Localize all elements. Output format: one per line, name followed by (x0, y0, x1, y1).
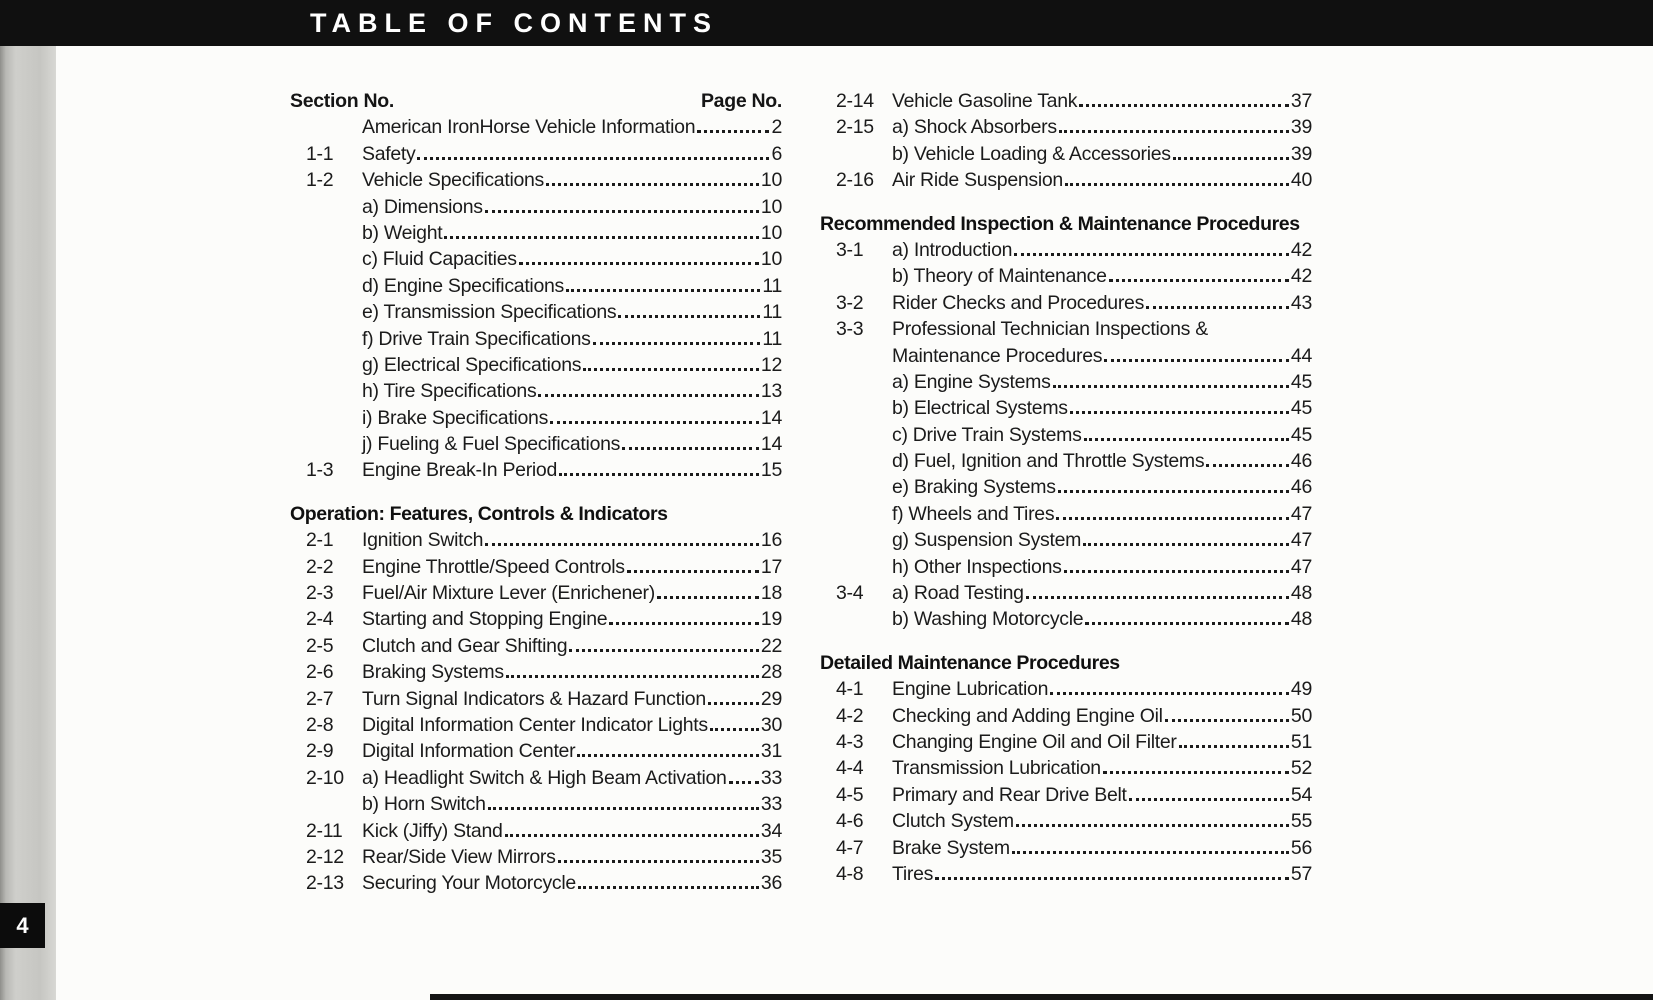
entry-page-number: 36 (760, 872, 782, 895)
dot-leader (1014, 253, 1289, 256)
toc-entry (290, 740, 782, 766)
entry-title: Securing Your Motorcycle (362, 872, 576, 895)
entry-title: j) Fueling & Fuel Specifications (362, 433, 621, 456)
dot-leader (1026, 596, 1289, 599)
dot-leader (578, 886, 759, 889)
dot-leader (729, 781, 759, 784)
dot-leader (708, 702, 759, 705)
toc-entry (820, 143, 1312, 169)
toc-entry (290, 248, 782, 274)
toc-entry (820, 784, 1312, 810)
dot-leader (506, 675, 759, 678)
entry-page-number: 46 (1290, 450, 1312, 473)
dot-leader (583, 368, 759, 371)
dot-leader (1129, 798, 1289, 801)
entry-page-number: 39 (1290, 142, 1312, 165)
dot-leader (627, 570, 759, 573)
section-number: 4-8 (836, 862, 864, 885)
entry-page-number: 35 (760, 845, 782, 868)
dot-leader (566, 289, 760, 292)
section-number: 2-5 (306, 634, 334, 657)
entry-title: Tires (892, 862, 934, 885)
entry-title: Rider Checks and Procedures (892, 291, 1145, 314)
dot-leader (569, 649, 759, 652)
dot-leader (559, 473, 759, 476)
toc-entry (290, 169, 782, 195)
entry-page-number: 43 (1290, 291, 1312, 314)
dot-leader (1109, 279, 1289, 282)
toc-groups-right (820, 90, 1312, 889)
dot-leader (1103, 771, 1289, 774)
section-number: 2-11 (306, 819, 343, 842)
entry-page-number: 13 (760, 380, 782, 403)
entry-title: Vehicle Specifications (362, 169, 545, 192)
section-number: 2-2 (306, 555, 334, 578)
toc-entry (820, 397, 1312, 423)
entry-page-number: 12 (760, 353, 782, 376)
entry-page-number: 10 (760, 221, 782, 244)
section-number: 4-7 (836, 836, 864, 859)
dot-leader (1056, 517, 1289, 520)
toc-entry (820, 529, 1312, 555)
toc-entry (290, 433, 782, 459)
entry-title: g) Suspension System (892, 529, 1082, 552)
entry-page-number: 18 (760, 582, 782, 605)
dot-leader (609, 622, 759, 625)
section-heading: Detailed Maintenance Procedures (820, 651, 1120, 674)
toc-entry (290, 407, 782, 433)
dot-leader (1050, 692, 1289, 695)
entry-title: Checking and Adding Engine Oil (892, 704, 1163, 727)
dot-leader (519, 262, 759, 265)
entry-title: c) Drive Train Systems (892, 423, 1082, 446)
dot-leader (558, 860, 759, 863)
entry-page-number: 37 (1290, 90, 1312, 112)
entry-page-number: 15 (760, 459, 782, 482)
entry-title: Braking Systems (362, 661, 504, 684)
dot-leader (538, 394, 759, 397)
entry-page-number: 34 (760, 819, 782, 842)
dot-leader (622, 447, 759, 450)
entry-page-number: 45 (1290, 397, 1312, 420)
toc-entry (290, 608, 782, 634)
entry-title: a) Road Testing (892, 582, 1024, 605)
entry-page-number: 17 (760, 555, 782, 578)
entry-title: b) Washing Motorcycle (892, 608, 1084, 631)
dot-leader (1016, 824, 1289, 827)
section-number: 4-5 (836, 783, 864, 806)
toc-entry (290, 328, 782, 354)
entry-page-number: 48 (1290, 582, 1312, 605)
entry-title: f) Wheels and Tires (892, 502, 1055, 525)
entry-page-number: 14 (760, 433, 782, 456)
dot-leader (710, 728, 759, 731)
entry-title: Fuel/Air Mixture Lever (Enrichener) (362, 582, 655, 605)
section-number: 2-12 (306, 845, 344, 868)
entry-page-number: 48 (1290, 608, 1312, 631)
entry-title: Engine Break-In Period (362, 459, 558, 482)
dot-leader (1146, 306, 1289, 309)
entry-page-number: 55 (1290, 810, 1312, 833)
section-number: 2-14 (836, 90, 874, 112)
toc-entry (820, 371, 1312, 397)
section-number: 4-3 (836, 730, 864, 753)
dot-leader (488, 807, 759, 810)
section-number: 1-1 (306, 142, 334, 165)
entry-page-number: 44 (1290, 344, 1312, 367)
section-number: 4-6 (836, 810, 864, 833)
entry-page-number: 56 (1290, 836, 1312, 859)
section-number: 3-3 (836, 318, 864, 341)
toc-content (0, 90, 1653, 1000)
entry-page-number: 19 (760, 608, 782, 631)
dot-leader (1070, 411, 1289, 414)
dot-leader (1179, 745, 1289, 748)
entry-title: Kick (Jiffy) Stand (362, 819, 503, 842)
dot-leader (618, 315, 760, 318)
entry-page-number: 31 (760, 740, 782, 763)
entry-page-number: 10 (760, 195, 782, 218)
toc-entry (820, 345, 1312, 371)
toc-entry (290, 872, 782, 898)
dot-leader (1064, 570, 1289, 573)
entry-title: b) Theory of Maintenance (892, 265, 1107, 288)
section-number: 2-8 (306, 713, 334, 736)
dot-leader (593, 342, 761, 345)
entry-page-number: 49 (1290, 678, 1312, 701)
toc-entry (820, 678, 1312, 704)
entry-title: e) Transmission Specifications (362, 301, 617, 324)
entry-title: a) Headlight Switch & High Beam Activation (362, 766, 727, 789)
entry-title: b) Weight (362, 221, 443, 244)
entry-title: Engine Lubrication (892, 678, 1049, 701)
dot-leader (1206, 464, 1289, 467)
dot-leader (1053, 385, 1289, 388)
entry-page-number: 11 (762, 274, 782, 297)
entry-page-number: 33 (760, 766, 782, 789)
dot-leader (697, 130, 769, 133)
section-number: 3-2 (836, 291, 864, 314)
section-heading: Operation: Features, Controls & Indicators (290, 502, 668, 525)
page-title: TABLE OF CONTENTS (310, 7, 718, 38)
entry-page-number: 30 (760, 713, 782, 736)
dot-leader (1104, 359, 1289, 362)
entry-title: Transmission Lubrication (892, 757, 1101, 780)
entry-page-number: 29 (760, 687, 782, 710)
entry-title: d) Fuel, Ignition and Throttle Systems (892, 450, 1205, 473)
dot-leader (657, 596, 759, 599)
page-number-badge (0, 903, 45, 948)
entry-title: Digital Information Center Indicator Lights (362, 713, 708, 736)
entry-title: Maintenance Procedures (892, 344, 1103, 367)
entry-title: a) Shock Absorbers (892, 116, 1057, 139)
entry-title: h) Other Inspections (892, 555, 1062, 578)
toc-entry (820, 556, 1312, 582)
entry-title: b) Electrical Systems (892, 397, 1068, 420)
dot-leader (1012, 851, 1289, 854)
toc-entry (290, 459, 782, 485)
toc-entry (820, 608, 1312, 634)
section-number: 2-13 (306, 872, 344, 895)
dot-leader (935, 877, 1289, 880)
dot-leader (1083, 543, 1289, 546)
toc-entry (290, 556, 782, 582)
entry-title: Ignition Switch (362, 529, 484, 552)
entry-page-number: 50 (1290, 704, 1312, 727)
entry-page-number: 11 (762, 301, 782, 324)
toc-entry (820, 810, 1312, 836)
toc-entry (290, 635, 782, 661)
toc-entry (820, 705, 1312, 731)
columns-header-row (290, 90, 782, 116)
entry-page-number: 46 (1290, 476, 1312, 499)
toc-entry (290, 820, 782, 846)
page-number: 4 (16, 912, 29, 938)
entry-page-number: 40 (1290, 169, 1312, 192)
entry-page-number: 47 (1290, 502, 1312, 525)
section-number: 2-1 (306, 529, 334, 552)
entry-title: a) Engine Systems (892, 370, 1051, 393)
entry-title: d) Engine Specifications (362, 274, 565, 297)
toc-entry (820, 169, 1312, 195)
section-number: 2-6 (306, 661, 334, 684)
dot-leader (546, 183, 759, 186)
dot-leader (1059, 130, 1289, 133)
section-number: 2-16 (836, 169, 874, 192)
toc-groups-left (290, 116, 782, 898)
entry-title: Rear/Side View Mirrors (362, 845, 556, 868)
section-number: 3-4 (836, 582, 864, 605)
entry-title: Safety (362, 142, 416, 165)
section-number: 4-1 (836, 678, 864, 701)
entry-title: a) Dimensions (362, 195, 483, 218)
dot-leader (1173, 157, 1289, 160)
toc-entry (290, 661, 782, 687)
entry-title: h) Tire Specifications (362, 380, 537, 403)
entry-title: Engine Throttle/Speed Controls (362, 555, 625, 578)
entry-page-number: 22 (760, 634, 782, 657)
section-number: 1-2 (306, 169, 334, 192)
entry-page-number: 16 (760, 529, 782, 552)
toc-entry (290, 222, 782, 248)
entry-page-number: 42 (1290, 265, 1312, 288)
toc-entry (290, 846, 782, 872)
entry-title: Changing Engine Oil and Oil Filter (892, 730, 1177, 753)
entry-title: Clutch and Gear Shifting (362, 634, 568, 657)
dot-leader (1084, 438, 1289, 441)
toc-entry (820, 863, 1312, 889)
section-number: 2-4 (306, 608, 334, 631)
entry-page-number: 28 (760, 661, 782, 684)
entry-page-number: 33 (760, 793, 782, 816)
entry-title: e) Braking Systems (892, 476, 1056, 499)
section-number: 2-15 (836, 116, 874, 139)
toc-entry (820, 503, 1312, 529)
entry-title: American IronHorse Vehicle Information (362, 116, 696, 139)
entry-page-number: 47 (1290, 529, 1312, 552)
toc-entry (290, 714, 782, 740)
section-number: 3-1 (836, 238, 864, 261)
toc-entry (290, 275, 782, 301)
toc-entry (820, 450, 1312, 476)
entry-page-number: 6 (771, 142, 782, 165)
entry-page-number: 14 (760, 406, 782, 429)
entry-title: Professional Technician Inspections & (892, 318, 1208, 341)
dot-leader (417, 157, 769, 160)
dot-leader (505, 834, 759, 837)
entry-title: Brake System (892, 836, 1010, 859)
dot-leader (485, 210, 759, 213)
toc-entry (820, 239, 1312, 265)
dot-leader (550, 421, 759, 424)
column-header-page-no: Page No. (700, 90, 782, 112)
entry-title: Vehicle Gasoline Tank (892, 90, 1078, 112)
toc-entry (820, 757, 1312, 783)
toc-entry (820, 476, 1312, 502)
header-bar (0, 0, 1653, 46)
entry-page-number: 45 (1290, 370, 1312, 393)
entry-title: Digital Information Center (362, 740, 576, 763)
toc-entry (290, 196, 782, 222)
toc-entry (290, 688, 782, 714)
toc-entry (820, 837, 1312, 863)
dot-leader (577, 754, 759, 757)
toc-entry (290, 301, 782, 327)
bottom-edge-line (430, 994, 1653, 1000)
toc-entry (820, 582, 1312, 608)
entry-title: a) Introduction (892, 238, 1013, 261)
toc-entry (820, 292, 1312, 318)
column-header-section-no: Section No. (290, 90, 394, 112)
dot-leader (1085, 622, 1289, 625)
toc-entry (290, 143, 782, 169)
toc-entry (820, 116, 1312, 142)
toc-entry (290, 529, 782, 555)
section-number: 4-4 (836, 757, 864, 780)
section-number: 2-3 (306, 582, 334, 605)
entry-page-number: 52 (1290, 757, 1312, 780)
section-number: 2-10 (306, 766, 344, 789)
toc-entry (290, 582, 782, 608)
section-number: 1-3 (306, 459, 334, 482)
toc-entry (820, 318, 1312, 344)
entry-page-number: 45 (1290, 423, 1312, 446)
entry-title: f) Drive Train Specifications (362, 327, 591, 350)
entry-page-number: 54 (1290, 783, 1312, 806)
dot-leader (444, 236, 759, 239)
entry-title: b) Vehicle Loading & Accessories (892, 142, 1171, 165)
toc-entry (290, 116, 782, 142)
toc-entry (290, 354, 782, 380)
entry-page-number: 2 (771, 116, 782, 139)
entry-page-number: 10 (760, 169, 782, 192)
entry-page-number: 42 (1290, 238, 1312, 261)
entry-page-number: 39 (1290, 116, 1312, 139)
entry-title: b) Horn Switch (362, 793, 486, 816)
dot-leader (1058, 490, 1289, 493)
entry-title: Turn Signal Indicators & Hazard Function (362, 687, 706, 710)
entry-page-number: 11 (762, 327, 782, 350)
entry-title: Clutch System (892, 810, 1014, 833)
toc-entry (290, 380, 782, 406)
toc-column-left (290, 90, 782, 899)
toc-entry (820, 731, 1312, 757)
dot-leader (1165, 719, 1289, 722)
dot-leader (485, 543, 759, 546)
entry-page-number: 57 (1290, 862, 1312, 885)
section-number: 2-9 (306, 740, 334, 763)
entry-title: g) Electrical Specifications (362, 353, 582, 376)
section-number: 4-2 (836, 704, 864, 727)
toc-entry (820, 424, 1312, 450)
entry-page-number: 47 (1290, 555, 1312, 578)
dot-leader (1079, 104, 1289, 107)
dot-leader (1065, 183, 1289, 186)
section-number: 2-7 (306, 687, 334, 710)
entry-title: Air Ride Suspension (892, 169, 1063, 192)
toc-entry (290, 793, 782, 819)
toc-entry (820, 90, 1312, 116)
toc-entry (820, 265, 1312, 291)
toc-entry (290, 767, 782, 793)
entry-title: c) Fluid Capacities (362, 248, 517, 271)
toc-column-right (820, 90, 1312, 889)
entry-page-number: 51 (1290, 730, 1312, 753)
entry-page-number: 10 (760, 248, 782, 271)
entry-title: i) Brake Specifications (362, 406, 549, 429)
entry-title: Primary and Rear Drive Belt (892, 783, 1127, 806)
section-heading: Recommended Inspection & Maintenance Procedures (820, 212, 1300, 235)
entry-title: Starting and Stopping Engine (362, 608, 608, 631)
